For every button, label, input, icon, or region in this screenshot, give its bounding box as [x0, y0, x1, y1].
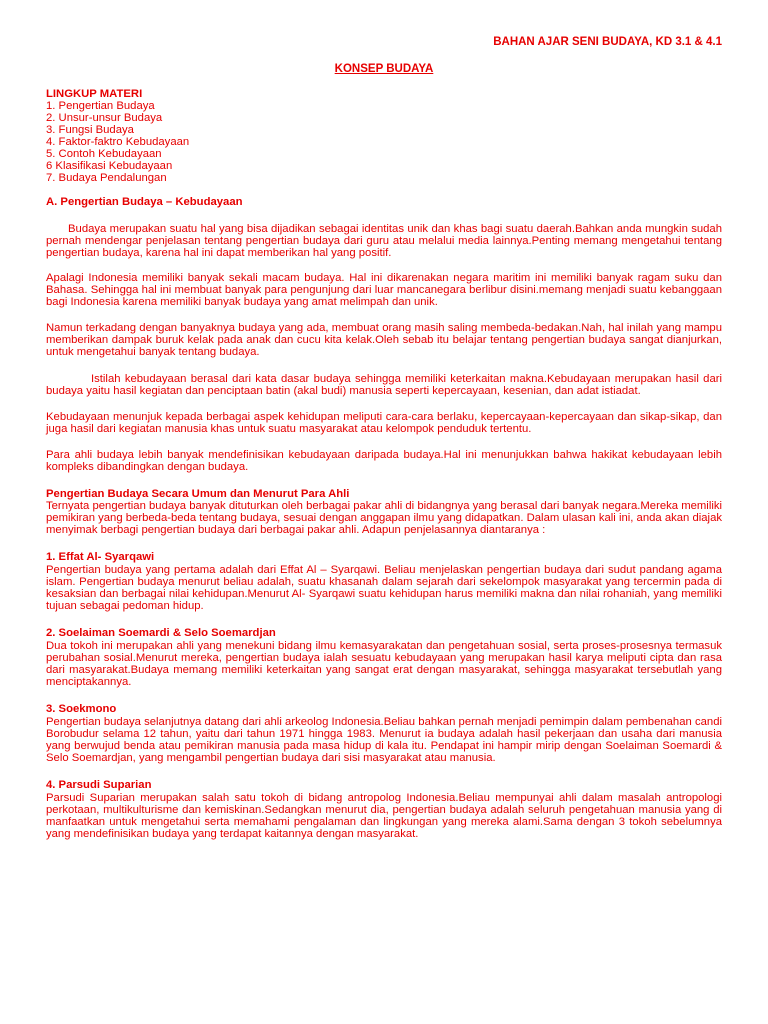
paragraph: Istilah kebudayaan berasal dari kata dasar budaya sehingga memiliki keterkaitan makna.Kebudayaan merupakan hasil dari budaya yaitu hasil kegiatan dan penciptaan batin (akal budi) manusia seperti kepercayaan, kesenian, dan adat istiadat. — [46, 373, 722, 397]
scope-item: 6 Klasifikasi Kebudayaan — [46, 160, 173, 172]
scope-item: 2. Unsur-unsur Budaya — [46, 112, 163, 124]
paragraph: Apalagi Indonesia memiliki banyak sekali macam budaya. Hal ini dikarenakan negara maritim ini memiliki banyak ragam suku dan Bahasa. Sehingga hal ini membuat banyak para pengunjung dari luar mancanegara berlibur disini.memang menjadi suatu kebanggaan bagi Indonesia karena memiliki banyak budaya yang amat melimpah dan unik. — [46, 272, 722, 308]
expert-name: 3. Soekmono — [46, 703, 117, 715]
expert-text: Dua tokoh ini merupakan ahli yang menekuni bidang ilmu kemasyarakatan dan pengetahuan sosial, serta proses-prosesnya termasuk perubahan sosial.Menurut mereka, pengertian budaya ialah sesuatu kebudayaan yang merupakan hasil karya meliputi cipta dan rasa dari masyarakat.Budaya memang memiliki keterkaitan yang sangat erat dengan masyarakat, sehingga masyarakat tersebutlah yang menciptakannya. — [46, 640, 722, 688]
paragraph: Budaya merupakan suatu hal yang bisa dijadikan sebagai identitas unik dan khas bagi suatu daerah.Bahkan anda mungkin sudah pernah mendengar penjelasan tentang pengertian budaya dari guru atau melalui media lainnya.Penting memang mengetahui tentang pengertian budaya, karena hal ini dapat memberikan hal yang positif. — [46, 223, 722, 259]
scope-heading: LINGKUP MATERI — [46, 88, 143, 100]
expert-name: 2. Soelaiman Soemardi & Selo Soemardjan — [46, 627, 276, 639]
paragraph: Para ahli budaya lebih banyak mendefinisikan kebudayaan daripada budaya.Hal ini menunjukkan bahwa hakikat kebudayaan lebih kompleks dibandingkan dengan budaya. — [46, 449, 722, 473]
document-header: BAHAN AJAR SENI BUDAYA, KD 3.1 & 4.1 — [493, 36, 722, 48]
scope-item: 3. Fungsi Budaya — [46, 124, 134, 136]
scope-item: 7. Budaya Pendalungan — [46, 172, 167, 184]
scope-item: 1. Pengertian Budaya — [46, 100, 155, 112]
expert-name: 4. Parsudi Suparian — [46, 779, 152, 791]
scope-item: 4. Faktor-faktro Kebudayaan — [46, 136, 190, 148]
expert-text: Parsudi Suparian merupakan salah satu tokoh di bidang antropolog Indonesia.Beliau mempunyai ahli dalam masalah antropologi perkotaan, multikulturisme dan kemiskinan.Sedangkan menurut dia, pengertian budaya adalah seluruh pengetahuan manusia yang di manfaatkan untuk mengetahui serta memahami pengalaman dan lingkungan yang mereka alami.Sama dengan 3 tokoh sebelumnya yang mendefinisikan budaya yang terdapat kaitannya dengan masyarakat. — [46, 792, 722, 840]
paragraph: Namun terkadang dengan banyaknya budaya yang ada, membuat orang masih saling membeda-bedakan.Nah, hal inilah yang mampu memberikan dampak buruk kelak pada anak dan cucu kita kelak.Oleh sebab itu belajar tentang pengertian budaya sangat dianjurkan, untuk mengetahui banyak tentang budaya. — [46, 322, 722, 358]
scope-item: 5. Contoh Kebudayaan — [46, 148, 162, 160]
page-title: KONSEP BUDAYA — [334, 63, 434, 75]
experts-heading: Pengertian Budaya Secara Umum dan Menurut Para Ahli — [46, 488, 350, 500]
experts-intro: Ternyata pengertian budaya banyak dituturkan oleh berbagai pakar ahli di bidangnya yang berasal dari banyak negara.Mereka memiliki pemikiran yang berbeda-beda tentang budaya, sesuai dengan anggapan ilmu yang didapatkan. Dalam ulasan kali ini, anda akan diajak menyimak berbagi pengertian budaya dari berbagai pakar ahli. Adapun penjelasannya diantaranya : — [46, 500, 722, 536]
section-a-heading: A. Pengertian Budaya – Kebudayaan — [46, 196, 243, 208]
expert-text: Pengertian budaya yang pertama adalah dari Effat Al – Syarqawi. Beliau menjelaskan pengertian budaya dari sudut pandang agama islam. Pengertian budaya menurut beliau adalah, suatu khasanah dalam sejarah dari sekelompok masyarakat yang tercermin pada di kesaksian dan berbagai nilai kehidupan.Menurut Al- Syarqawi suatu kehidupan harus memiliki makna dan nilai rohaniah, yang memiliki tujuan sebagai pedoman hidup. — [46, 564, 722, 612]
expert-name: 1. Effat Al- Syarqawi — [46, 551, 155, 563]
expert-text: Pengertian budaya selanjutnya datang dari ahli arkeolog Indonesia.Beliau bahkan pernah menjadi pemimpin dalam pembenahan candi Borobudur selama 12 tahun, yaitu dari tahun 1971 hingga 1983. Menurut ia budaya adalah hasil pekerjaan dan usaha dari manusia yang berwujud benda atau pemikiran manusia pada masa hidup di kala itu. Pendapat ini hampir mirip dengan Soelaiman Soemardi & Selo Soemardjan, yang mengambil pengertian budaya dari sisi masyarakat atau manusia. — [46, 716, 722, 764]
scope-section — [46, 88, 722, 184]
paragraph: Kebudayaan menunjuk kepada berbagai aspek kehidupan meliputi cara-cara berlaku, kepercayaan-kepercayaan dan sikap-sikap, dan juga hasil dari kegiatan manusia khas untuk suatu masyarakat atau kelompok penduduk tertentu. — [46, 411, 722, 435]
